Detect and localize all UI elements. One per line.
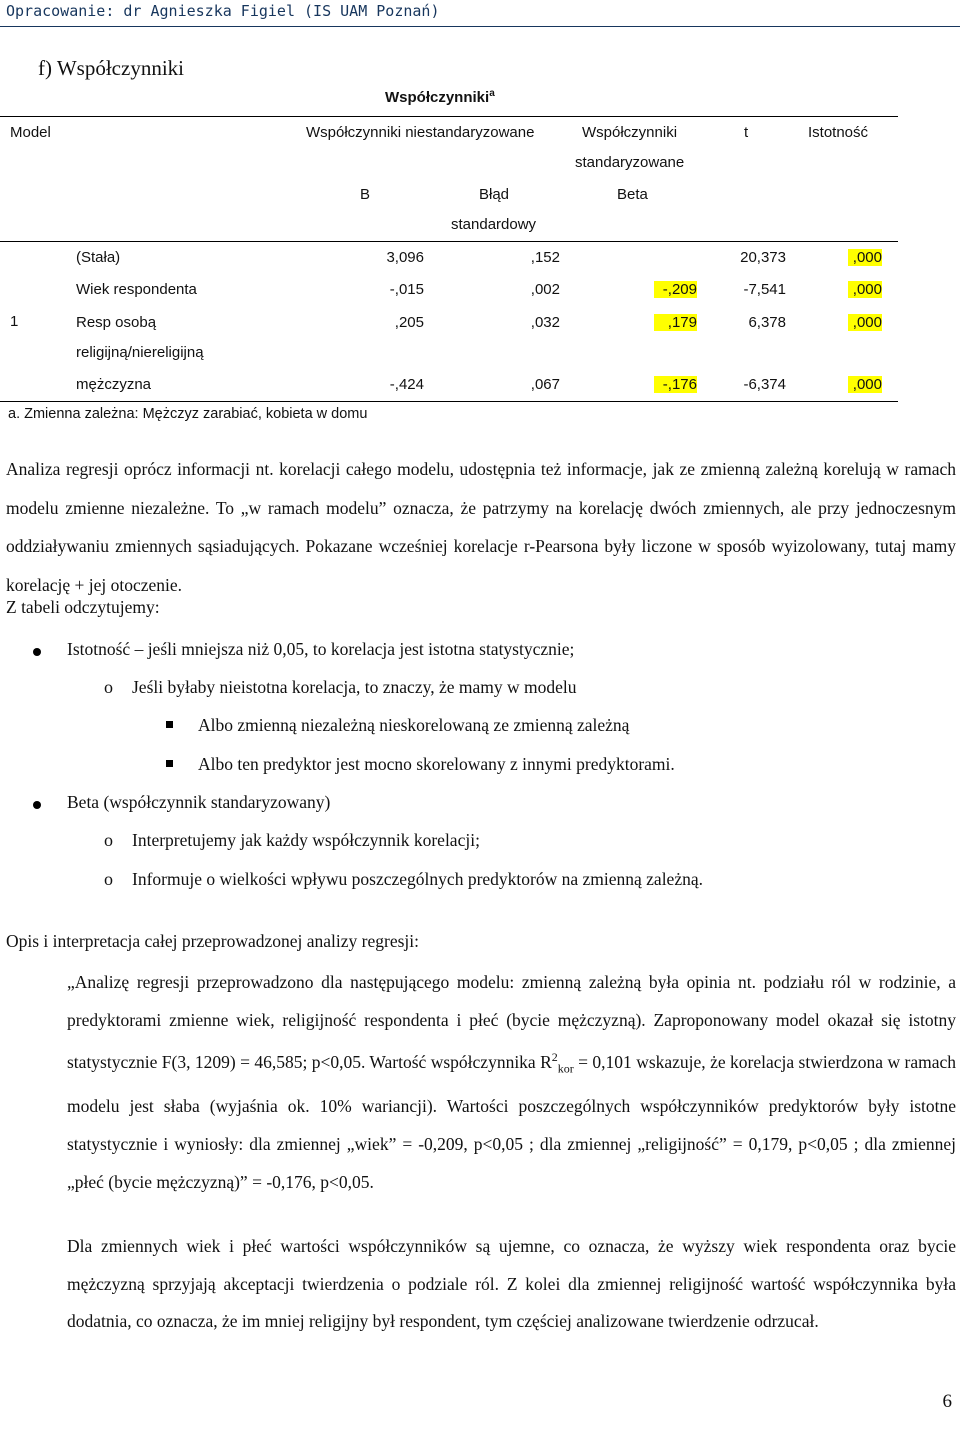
row-label: (Stała) [76,249,121,266]
row-label: Wiek respondenta [76,281,197,298]
bullet-dot-icon [33,801,41,809]
col-unstd: Współczynniki niestandaryzowane [306,124,535,141]
list-intro: Z tabeli odczytujemy: [6,597,160,617]
row-label-cont: religijną/niereligijną [76,344,204,361]
col-beta: Beta [617,186,648,203]
square-bullet-icon [166,760,173,767]
cell-beta: ,179 [654,314,697,331]
cell-sig: ,000 [848,281,882,298]
model-number: 1 [10,313,19,330]
summary-paragraph-2: Dla zmiennych wiek i płeć wartości współczynników są ujemne, co oznacza, że wyższy wiek respondenta oraz bycie mężczyzną sprzyjają akceptacji twierdzenia o podziale ról. Z kolei dla zmiennej religijność wartość współczynnika była dodatnia, co oznacza, że im mniej religijny był respondent, tym częściej analizowane twierdzenie odrzucał. [67,1236,956,1332]
row-label: mężczyzna [76,376,152,393]
table-footnote: a. Zmienna zależna: Mężczyz zarabiać, kobieta w domu [8,406,368,422]
cell-t: 6,378 [748,314,786,331]
bullet-dot-icon [33,648,41,656]
cell-beta: -,209 [654,281,697,298]
circle-bullet-icon: o [104,869,113,889]
bullet-significance: Istotność – jeśli mniejsza niż 0,05, to korelacja jest istotna statystycznie; [67,639,575,659]
table-bottom-rule [0,401,898,402]
cell-se: ,067 [530,376,560,393]
col-b: B [360,186,371,203]
circle-bullet-icon: o [104,677,113,697]
col-se-2: standardowy [451,216,537,233]
col-std-1: Współczynniki [582,124,678,141]
cell-t: -6,374 [743,376,786,393]
cell-beta: -,176 [654,376,697,393]
cell-b: -,015 [389,281,424,298]
sub-bullet: Informuje o wielkości wpływu poszczególnych predyktorów na zmienną zależną. [132,869,703,889]
header-rule [0,26,960,27]
cell-b: -,424 [389,376,424,393]
cell-sig: ,000 [848,249,882,266]
summary-heading: Opis i interpretacja całej przeprowadzonej analizy regresji: [6,931,419,951]
section-title: f) Współczynniki [38,56,184,80]
cell-b: ,205 [394,314,424,331]
circle-bullet-icon: o [104,830,113,850]
analysis-paragraph: Analiza regresji oprócz informacji nt. korelacji całego modelu, udostępnia też informacje, jak ze zmienną zależną korelują w ramach modelu zmienne niezależne. To „w ramach modelu” oznacza, że patrzymy na korelację dwóch zmiennych, ale przy jednoczesnym oddziaływaniu zmiennych sąsiadujących. Pokazane wcześniej korelacje r-Pearsona były liczone w sposób wyizolowany, tutaj mamy korelację + jej otoczenie. [6,459,956,595]
cell-sig: ,000 [848,376,882,393]
sub-bullet: Jeśli byłaby nieistotna korelacja, to znaczy, że mamy w modelu [132,677,577,697]
table-header-rule [0,241,898,242]
col-std-2: standaryzowane [575,154,685,171]
col-model: Model [10,124,51,141]
cell-t: -7,541 [743,281,786,298]
header-text: Opracowanie: dr Agnieszka Figiel (IS UAM Poznań) [6,2,440,20]
table-title: Współczynniki$^a$ [385,88,495,106]
col-sig: Istotność [808,124,869,141]
cell-b: 3,096 [386,249,424,266]
row-label: Resp osobą [76,314,157,331]
running-header [0,0,960,26]
sub-bullet: Interpretujemy jak każdy współczynnik korelacji; [132,830,480,850]
sub-sub-bullet: Albo zmienną niezależną nieskorelowaną ze zmienną zależną [198,715,630,735]
cell-se: ,002 [530,281,560,298]
table-top-rule [0,116,898,117]
cell-sig: ,000 [848,314,882,331]
cell-t: 20,373 [740,249,786,266]
cell-se: ,032 [530,314,560,331]
square-bullet-icon [166,721,173,728]
col-t: t [744,124,749,141]
col-se-1: Błąd [479,186,510,203]
summary-paragraph-1: „Analizę regresji przeprowadzono dla następującego modelu: zmienną zależną była opinia nt. podziału ról w rodzinie, a predyktorami zmienne wiek, religijność respondenta i płeć (bycie mężczyzną). Zaproponowany model okazał się istotny statystycznie F(3, 1209) = 46,585; p<0,05. Wartość współczynnika $R^2_{kor} = 0,101$ wskazuje, że korelacja stwierdzona w ramach modelu jest słaba (wyjaśnia ok. 10% wariancji). Wartości poszczególnych współczynników predyktorów były istotne statystycznie i wyniosły: dla zmiennej „wiek” = -0,209, p<0,05 ; dla zmiennej „religijność” = 0,179, p<0,05 ; dla zmiennej „płeć (bycie mężczyzną)” = -0,176, p<0,05. [67,972,956,1192]
sub-sub-bullet: Albo ten predyktor jest mocno skorelowany z innymi predyktorami. [198,754,675,774]
page-number: 6 [942,1391,952,1412]
cell-se: ,152 [530,249,560,266]
bullet-beta: Beta (współczynnik standaryzowany) [67,792,331,812]
